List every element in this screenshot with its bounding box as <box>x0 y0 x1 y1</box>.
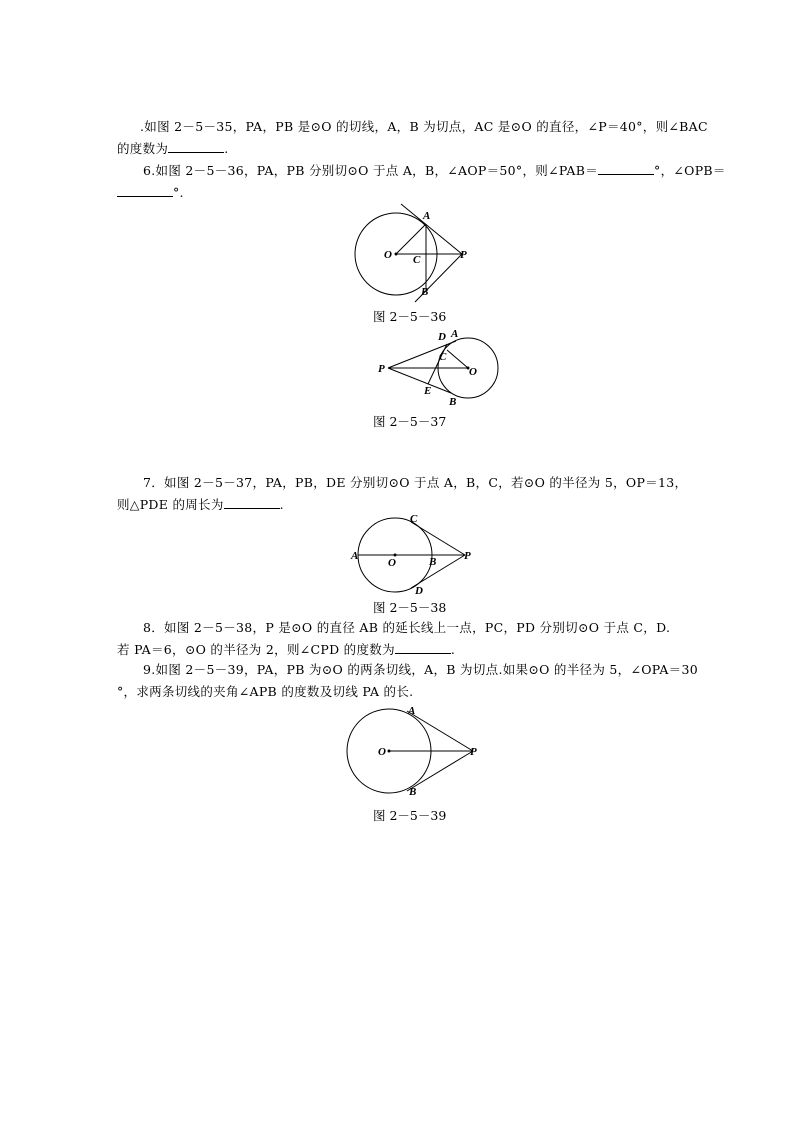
answer-blank[interactable] <box>168 140 224 153</box>
problem-8-text: 8．如图 2－5－38，P 是⊙O 的直径 AB 的延长线上一点，PC，PD 分别切⊙O 于点 C，D. <box>143 620 671 635</box>
tangent-pc <box>411 522 465 555</box>
problem-5-line-2 <box>117 140 228 158</box>
label-c: C <box>439 351 447 363</box>
label-a: A <box>408 705 416 717</box>
problem-8-line-1 <box>143 619 670 637</box>
problem-5-text-2: 的度数为 <box>117 141 169 156</box>
label-p: P <box>470 746 477 758</box>
label-p: P <box>460 249 467 261</box>
problem-9-text-2: °，求两条切线的夹角∠APB 的度数及切线 PA 的长. <box>117 684 414 699</box>
figure-caption: 图 2－5－37 <box>373 414 447 429</box>
problem-6-line-1 <box>143 162 726 180</box>
figure-2-5-37 <box>375 327 505 412</box>
problem-6-text-b: °，∠OPB＝ <box>654 163 726 178</box>
figure-2-5-38 <box>345 510 485 600</box>
tangent-de <box>428 344 447 384</box>
label-c: C <box>410 513 418 525</box>
answer-blank[interactable] <box>117 184 173 197</box>
label-d: D <box>438 331 446 343</box>
problem-6-degree: °. <box>173 185 184 200</box>
figure-2-5-39 <box>340 700 485 800</box>
label-c: C <box>413 254 421 266</box>
tangent-pa <box>407 711 473 751</box>
problem-9-text: 9.如图 2－5－39，PA，PB 为⊙O 的两条切线，A，B 为切点.如果⊙O 的半径为 5，∠OPA＝30 <box>143 662 698 677</box>
label-e: E <box>424 385 432 397</box>
answer-blank[interactable] <box>224 496 280 509</box>
figure-caption: 图 2－5－36 <box>373 309 447 324</box>
problem-7-line-2 <box>117 496 284 514</box>
tangent-pd <box>411 555 465 588</box>
label-a: A <box>351 550 359 562</box>
label-a: A <box>451 328 459 340</box>
label-b: B <box>421 286 429 298</box>
problem-9-line-2 <box>117 683 413 701</box>
problem-7-text-2: 则△PDE 的周长为 <box>117 497 224 512</box>
label-a: A <box>423 210 431 222</box>
tangent-pb <box>407 751 473 791</box>
problem-9-line-1 <box>143 661 698 679</box>
label-b: B <box>449 396 457 408</box>
label-p: P <box>378 363 385 375</box>
label-o: O <box>469 366 477 378</box>
label-o: O <box>384 249 392 261</box>
figure-caption: 图 2－5－38 <box>373 600 447 615</box>
label-o: O <box>378 746 386 758</box>
problem-5-text: .如图 2－5－35，PA，PB 是⊙O 的切线，A，B 为切点，AC 是⊙O 的直径，∠P＝40°，则∠BAC <box>140 119 708 134</box>
problem-7-period: . <box>279 497 284 512</box>
answer-blank[interactable] <box>395 641 451 654</box>
label-p: P <box>464 550 471 562</box>
problem-6-text: 6.如图 2－5－36，PA，PB 分别切⊙O 于点 A，B，∠AOP＝50°，则∠PAB＝ <box>143 163 599 178</box>
label-o: O <box>388 557 396 569</box>
tangent-pb <box>388 368 451 393</box>
problem-7-text: 7．如图 2－5－37，PA，PB，DE 分别切⊙O 于点 A，B，C，若⊙O 的半径为 5，OP＝13， <box>143 475 688 490</box>
tangent-pa <box>401 204 462 254</box>
label-b: B <box>429 556 437 568</box>
problem-8-period: . <box>450 642 456 657</box>
label-b: B <box>409 786 417 798</box>
figure-2-5-36 <box>340 200 480 310</box>
problem-8-line-2 <box>117 641 455 659</box>
problem-5-period: . <box>224 141 229 156</box>
problem-6-line-2 <box>117 184 184 202</box>
label-d: D <box>415 585 423 597</box>
problem-5-line-1 <box>140 118 708 136</box>
figure-caption: 图 2－5－39 <box>373 808 447 823</box>
answer-blank[interactable] <box>598 162 654 175</box>
problem-7-line-1 <box>143 474 687 492</box>
problem-8-text-2: 若 PA＝6，⊙O 的半径为 2，则∠CPD 的度数为 <box>117 642 395 657</box>
